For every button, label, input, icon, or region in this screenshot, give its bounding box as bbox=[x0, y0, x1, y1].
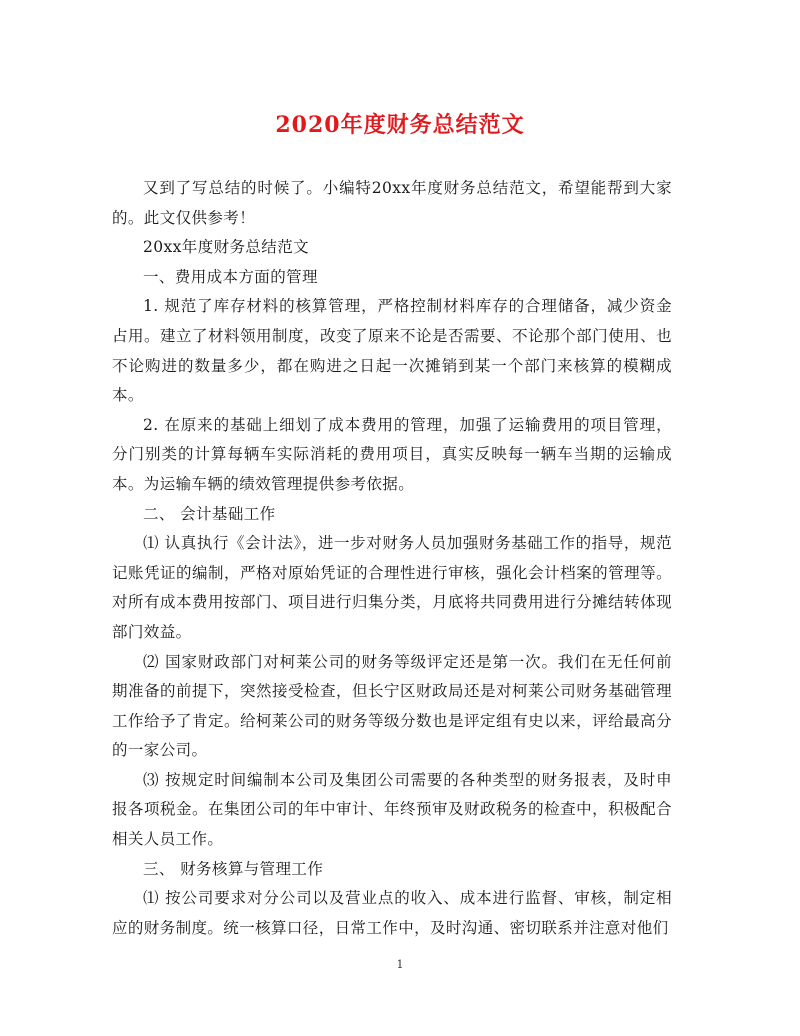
section-heading-2: 二、 会计基础工作 bbox=[143, 504, 276, 523]
page-number: 1 bbox=[396, 958, 404, 971]
section-heading-3: 三、 财务核算与管理工作 bbox=[143, 859, 324, 878]
intro-paragraph: 又到了写总结的时候了。小编特20xx年度财务总结范文，希望能帮到大家的。此文仅供参考！ bbox=[112, 179, 672, 227]
subtitle-line: 20xx年度财务总结范文 bbox=[143, 238, 310, 257]
paragraph-2-1: ⑴ 认真执行《会计法》，进一步对财务人员加强财务基础工作的指导，规范记账凭证的编制，严格对原始凭证的合理性进行审核，强化会计档案的管理等。对所有成本费用按部门、项目进行归集分类，月底将共同费用进行分摊结转体现部门效益。 bbox=[112, 534, 672, 641]
document-title: 2020年度财务总结范文 bbox=[275, 112, 525, 138]
paragraph-1-1: 1. 规范了库存材料的核算管理，严格控制材料库存的合理储备，减少资金占用。建立了材料领用制度，改变了原来不论是否需要、不论那个部门使用、也不论购进的数量多少，都在购进之日起一次摊销到某一个部门来核算的模糊成本。 bbox=[112, 297, 672, 405]
paragraph-1-2: 2. 在原来的基础上细划了成本费用的管理，加强了运输费用的项目管理，分门别类的计算每辆车实际消耗的费用项目，真实反映每一辆车当期的运输成本。为运输车辆的绩效管理提供参考依据。 bbox=[112, 415, 672, 493]
paragraph-3-1: ⑴ 按公司要求对分公司以及营业点的收入、成本进行监督、审核，制定相应的财务制度。统一核算口径，日常工作中，及时沟通、密切联系并注意对他们 bbox=[112, 889, 672, 937]
section-heading-1: 一、费用成本方面的管理 bbox=[143, 267, 318, 286]
paragraph-2-2: ⑵ 国家财政部门对柯莱公司的财务等级评定还是第一次。我们在无任何前期准备的前提下，突然接受检查，但长宁区财政局还是对柯莱公司财务基础管理工作给予了肯定。给柯莱公司的财务等级分数也是评定组有史以来，评给最高分的一家公司。 bbox=[112, 652, 672, 760]
paragraph-2-3: ⑶ 按规定时间编制本公司及集团公司需要的各种类型的财务报表，及时申报各项税金。在集团公司的年中审计、年终预审及财政税务的检查中，积极配合相关人员工作。 bbox=[112, 770, 672, 849]
document-body bbox=[112, 174, 672, 943]
